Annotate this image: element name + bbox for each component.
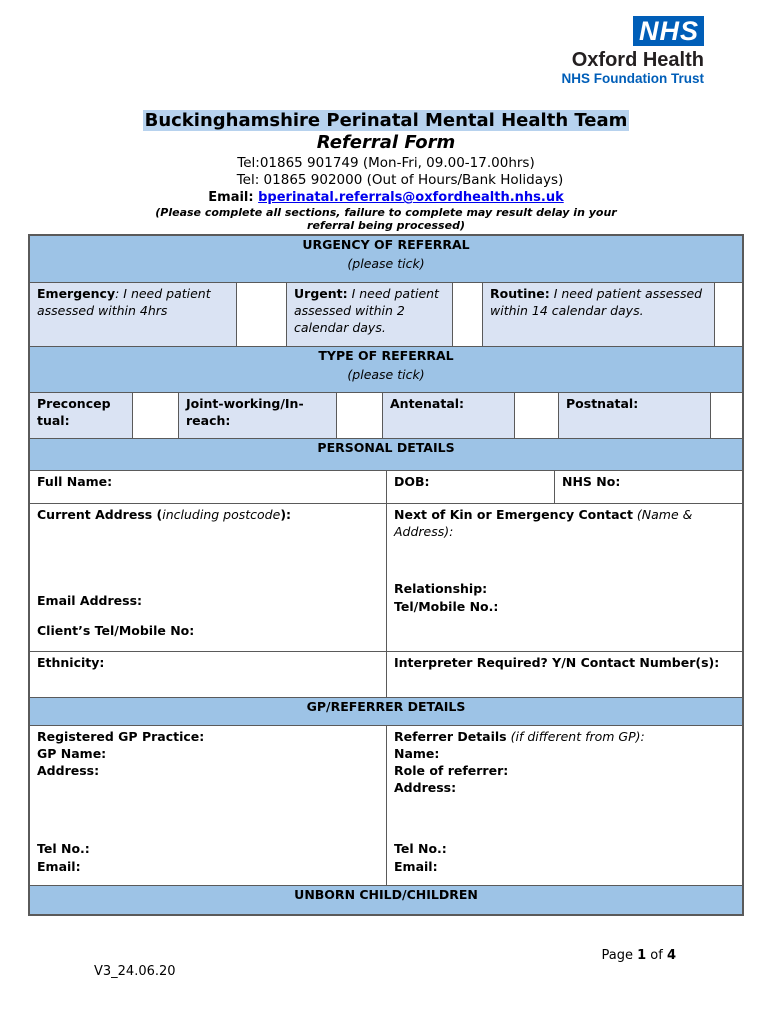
field-interpreter[interactable]: Interpreter Required? Y/N Contact Number(s):: [386, 652, 742, 697]
field-client-tel[interactable]: Client’s Tel/Mobile No:: [37, 623, 195, 638]
tickbox-preconceptual[interactable]: [132, 393, 178, 438]
field-ethnicity[interactable]: Ethnicity:: [37, 655, 105, 670]
option-antenatal: Antenatal:: [382, 393, 514, 438]
field-email-address[interactable]: Email Address:: [37, 593, 143, 608]
tickbox-postnatal[interactable]: [710, 393, 742, 438]
option-emergency: Emergency: I need patient assessed within 4hrs: [30, 283, 236, 346]
field-gp-details[interactable]: [30, 726, 386, 885]
field-referrer-email: Email:: [394, 859, 438, 874]
field-gp-tel: Tel No.:: [37, 841, 90, 856]
option-joint-working: Joint-working/In-reach:: [178, 393, 336, 438]
telephone-office: Tel:01865 901749 (Mon-Fri, 09.00-17.00hrs): [237, 155, 535, 171]
option-preconceptual: Preconcep tual:: [30, 393, 132, 438]
section-type: TYPE OF REFERRAL (please tick): [30, 347, 742, 392]
nhs-logo: [554, 16, 704, 87]
option-urgent: Urgent: I need patient assessed within 2 calendar days.: [286, 283, 452, 346]
field-gp-address: Address:: [37, 763, 100, 778]
section-gp-referrer: GP/REFERRER DETAILS: [30, 698, 742, 725]
version-label: V3_24.06.20: [94, 964, 176, 979]
option-postnatal: Postnatal:: [558, 393, 710, 438]
referrer-heading: Referrer Details (if different from GP):: [394, 729, 645, 744]
field-relationship[interactable]: Relationship:: [394, 581, 488, 596]
tickbox-joint-working[interactable]: [336, 393, 382, 438]
page-number: Page 1 of 4: [601, 948, 676, 963]
completion-note: (Please complete all sections, failure to complete may result delay in your referral being processed): [155, 206, 617, 232]
field-kin-tel[interactable]: Tel/Mobile No.:: [394, 599, 499, 614]
org-trust: NHS Foundation Trust: [561, 71, 704, 86]
section-unborn-child: UNBORN CHILD/CHILDREN: [30, 886, 742, 914]
referral-form-table: [28, 234, 744, 916]
field-gp-email: Email:: [37, 859, 81, 874]
telephone-out-of-hours: Tel: 01865 902000 (Out of Hours/Bank Holidays): [236, 172, 564, 188]
field-next-of-kin[interactable]: Next of Kin or Emergency Contact (Name & Address): Relationship: Tel/Mobile No.:: [386, 504, 742, 651]
field-current-address[interactable]: Current Address (including postcode): Email Address: Client’s Tel/Mobile No:: [37, 507, 292, 638]
field-referrer-name: Name:: [394, 746, 440, 761]
tickbox-antenatal[interactable]: [514, 393, 558, 438]
field-referrer-address: Address:: [394, 780, 457, 795]
form-subtitle: Referral Form: [316, 132, 456, 153]
tickbox-emergency[interactable]: [236, 283, 286, 346]
nhs-logo-mark: NHS: [633, 16, 704, 46]
contact-email: [28, 189, 744, 206]
section-personal-details: PERSONAL DETAILS: [30, 439, 742, 470]
form-title: Buckinghamshire Perinatal Mental Health Team: [144, 110, 628, 131]
email-link[interactable]: bperinatal.referrals@oxfordhealth.nhs.uk: [258, 190, 564, 205]
field-nhs-no[interactable]: NHS No:: [554, 471, 742, 503]
org-name: Oxford Health: [571, 49, 704, 71]
field-referrer-details[interactable]: [386, 726, 742, 885]
option-routine: Routine: I need patient assessed within 14 calendar days.: [482, 283, 714, 346]
field-dob[interactable]: DOB:: [386, 471, 554, 503]
tickbox-routine[interactable]: [714, 283, 742, 346]
field-referrer-role: Role of referrer:: [394, 763, 509, 778]
field-referrer-tel: Tel No.:: [394, 841, 447, 856]
email-label: Email:: [208, 190, 254, 205]
tickbox-urgent[interactable]: [452, 283, 482, 346]
field-full-name[interactable]: Full Name:: [37, 474, 113, 489]
section-urgency: URGENCY OF REFERRAL (please tick): [30, 236, 742, 282]
field-gp-name: GP Name:: [37, 746, 107, 761]
field-gp-practice: Registered GP Practice:: [37, 729, 205, 744]
